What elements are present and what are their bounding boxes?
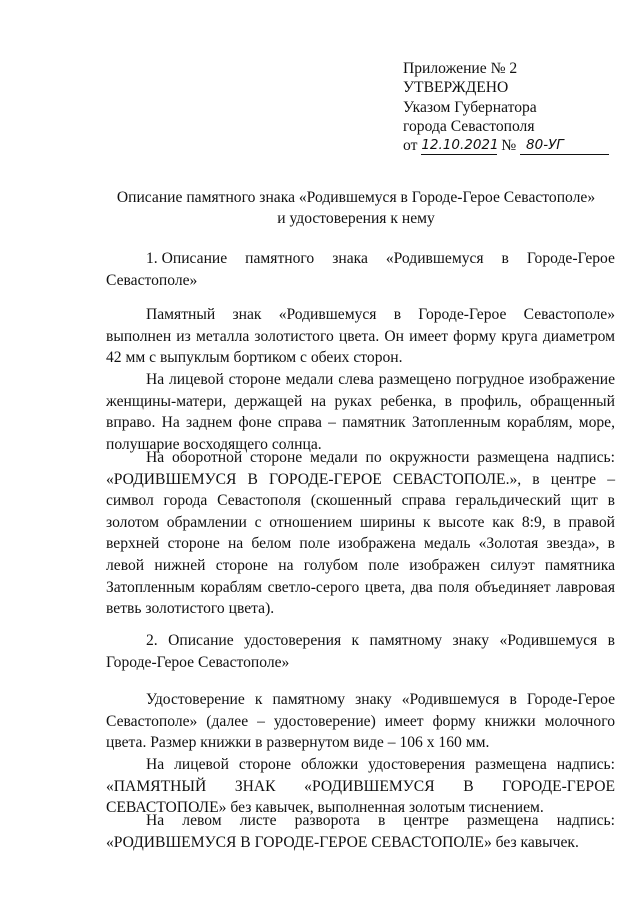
date-prefix: от [403, 137, 418, 155]
heading-word: «Родившемуся [385, 250, 484, 267]
decree-number-field [520, 138, 609, 155]
paragraph-word: листе [239, 812, 277, 829]
paragraph-3-first-line [106, 810, 615, 832]
section-2-paragraph-3 [106, 810, 615, 853]
heading-word: 1. Описание [146, 250, 228, 267]
paragraph-word: центре [403, 812, 449, 829]
heading-word: в [501, 250, 509, 267]
document-title [106, 187, 606, 229]
decree-date: 12.10.2021 [421, 137, 499, 154]
paragraph-word: левом [182, 812, 222, 829]
paragraph-word: в [378, 812, 386, 829]
section-1-paragraph-3: На оборотной стороне медали по окружности размещена надпись: «РОДИВШЕМУСЯ В ГОРОДЕ-ГЕРОЕ СЕВАСТОПОЛЕ.», в центре – символ города Севастополя (скошенный справа геральдический щит в золотом обрамлении с отношением ширины к высоте как 8:9, в правой верхней стороне на белом поле изображена медаль «Золотая звезда», в левой нижней стороне на голубом поле изображен силуэт памятника Затопленным кораблям светло-серого цвета, два поля объединяет лавровая ветвь золотистого цвета). [106, 449, 615, 618]
section-2-paragraph-2: На лицевой стороне обложки удостоверения размещена надпись: «ПАМЯТНЫЙ ЗНАК «РОДИВШЕМУСЯ В ГОРОДЕ-ГЕРОЕ СЕВАСТОПОЛЕ» без кавычек, выполненная золотым тиснением. [106, 756, 615, 817]
date-number-line [403, 136, 609, 155]
section-1-heading-line [106, 248, 615, 270]
title-line-1: Описание памятного знака «Родившемуся в Городе-Герое Севастополе» [116, 189, 596, 206]
paragraph-word: На [146, 812, 165, 829]
section-2-heading: 2. Описание удостоверения к памятному знаку «Родившемуся в Городе-Герое Севастополе» [106, 632, 615, 671]
approved-label: УТВЕРЖДЕНО [403, 79, 509, 97]
decree-date-field [421, 138, 497, 155]
title-line-2: и удостоверения к нему [277, 210, 435, 227]
section-1-paragraph-1: Памятный знак «Родившемуся в Городе-Герое Севастополе» выполнен из металла золотистого цвета. Он имеет форму круга диаметром 42 мм с выпуклым бортиком с обеих сторон. [106, 306, 615, 367]
section-1-heading [106, 248, 615, 291]
appendix-number: Приложение № 2 [403, 60, 518, 77]
section-1-heading-tail: Севастополе» [106, 271, 198, 289]
heading-word: Городе-Герое [526, 250, 615, 267]
paragraph-word: размещена [466, 812, 539, 829]
approval-stamp [403, 59, 609, 155]
section-1-paragraph-2: На лицевой стороне медали слева размещено погрудное изображение женщины-матери, держащей на руках ребенка, в профиль, обращенный вправо. На заднем фоне справа – памятник Затопленным кораблям, море, полушарие восходящего солнца. [106, 371, 615, 453]
paragraph-word: разворота [294, 812, 360, 829]
decree-label: Указом Губернатора [403, 98, 537, 116]
heading-word: знака [332, 250, 368, 267]
decree-number: 80-УГ [526, 137, 564, 154]
number-sign: № [501, 137, 517, 155]
paragraph-word: надпись: [556, 812, 615, 829]
paragraph-3-tail: «РОДИВШЕМУСЯ В ГОРОДЕ-ГЕРОЕ СЕВАСТОПОЛЕ» без кавычек. [106, 833, 579, 851]
section-2-paragraph-1: Удостоверение к памятному знаку «Родившемуся в Городе-Герое Севастополе» (далее – удостоверение) имеет форму книжки молочного цвета. Размер книжки в развернутом виде – 106 х 160 мм. [106, 691, 615, 752]
city-label: города Севастополя [403, 117, 535, 135]
heading-word: памятного [245, 250, 315, 267]
